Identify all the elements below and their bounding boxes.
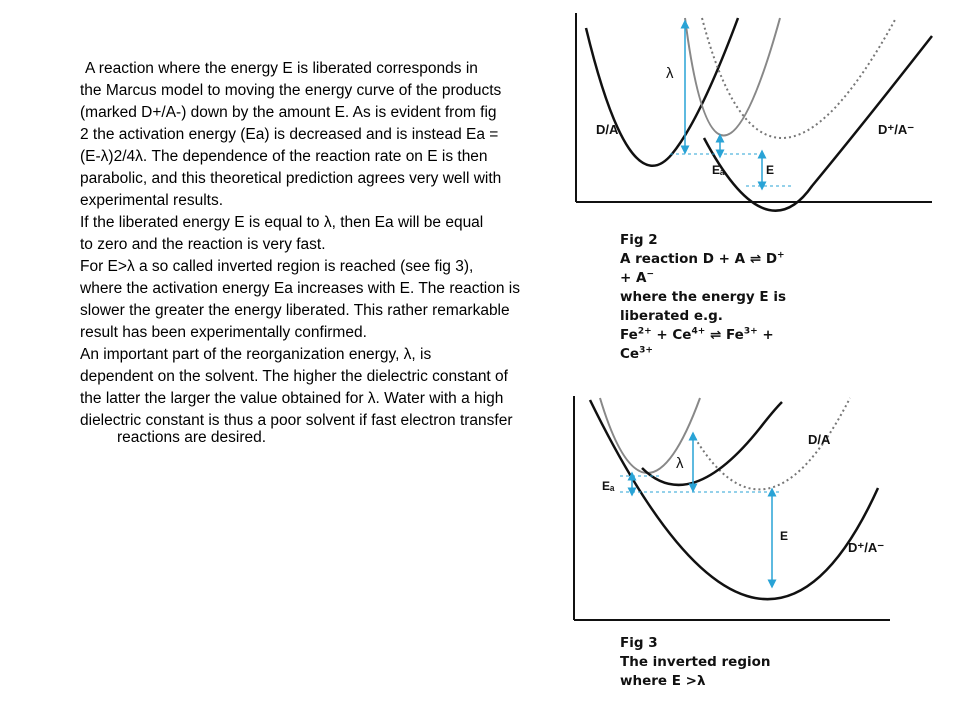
text-paragraph: For E>λ a so called inverted region is reached (see fig 3),: [80, 258, 474, 275]
text-paragraph: If the liberated energy E is equal to λ, then Ea will be equal: [80, 214, 484, 231]
fig2-caption-line2: + A−: [620, 269, 655, 286]
fig3-lambda-label: λ: [676, 455, 684, 472]
fig2-caption-line1: A reaction D + A ⇌ D+: [620, 250, 785, 267]
fig3-diagram: [560, 388, 920, 628]
text-paragraph: 2 the activation energy (Ea) is decreased and is instead Ea =: [80, 126, 499, 143]
text-paragraph: to zero and the reaction is very fast.: [80, 236, 326, 253]
text-paragraph: slower the greater the energy liberated. This rather remarkable: [80, 302, 510, 319]
fig3-gray-curve: [600, 398, 700, 473]
fig3-reactant-label: D/A: [808, 432, 831, 447]
fig3-e-label: E: [780, 529, 789, 543]
fig3-caption-line2: where E >λ: [620, 673, 706, 689]
text-paragraph: the latter the larger the value obtained for λ. Water with a high: [80, 390, 504, 407]
fig2-e-label: E: [766, 163, 775, 177]
fig3-caption: [620, 634, 771, 691]
text-paragraph: result has been experimentally confirmed.: [80, 324, 367, 341]
fig3-reactant-curve: [642, 402, 782, 485]
fig3-ea-label: Eₐ: [602, 479, 615, 493]
fig2-product-label: D⁺/A⁻: [878, 122, 915, 137]
text-paragraph: An important part of the reorganization energy, λ, is: [80, 346, 432, 363]
text-paragraph: dielectric constant is thus a poor solvent if fast electron transfer reactions are desired.: [80, 412, 513, 446]
fig2-caption-line3: where the energy E is: [620, 289, 787, 305]
explanatory-text: [80, 60, 530, 451]
fig2-caption: [620, 231, 786, 364]
fig2-caption-line6: $Ce^{3+}$: [620, 345, 653, 362]
text-paragraph: where the activation energy Ea increases with E. The reaction is: [80, 280, 520, 297]
fig3-caption-line1: The inverted region: [620, 654, 771, 670]
fig2-lambda-label: λ: [666, 65, 674, 82]
fig2-ea-label: Eₐ: [712, 163, 725, 177]
fig3-product-label: D⁺/A⁻: [848, 540, 885, 555]
text-paragraph: experimental results.: [80, 192, 224, 209]
text-paragraph: A reaction where the energy E is liberated corresponds in: [85, 60, 478, 77]
text-paragraph: the Marcus model to moving the energy curve of the products: [80, 82, 502, 99]
text-paragraph: (marked D+/A-) down by the amount E. As is evident from fig: [80, 104, 497, 121]
fig2-diagram: [560, 8, 940, 228]
fig2-caption-title: Fig 2: [620, 232, 658, 248]
text-paragraph: (E-λ)2/4λ. The dependence of the reaction rate on E is then: [80, 148, 488, 165]
fig2-caption-line5: $Fe^{2+} + Ce^{4+}$ ⇌ $Fe^{3+}$ +: [620, 326, 774, 343]
fig3-product-curve: [590, 400, 878, 599]
fig2-caption-line4: liberated e.g.: [620, 308, 723, 324]
fig3-caption-title: Fig 3: [620, 635, 658, 651]
text-paragraph: parabolic, and this theoretical prediction agrees very well with: [80, 170, 502, 187]
fig2-reactant-label: D/A: [596, 122, 619, 137]
fig2-reactant-curve: [586, 18, 738, 166]
text-paragraph: dependent on the solvent. The higher the dielectric constant of: [80, 368, 508, 385]
